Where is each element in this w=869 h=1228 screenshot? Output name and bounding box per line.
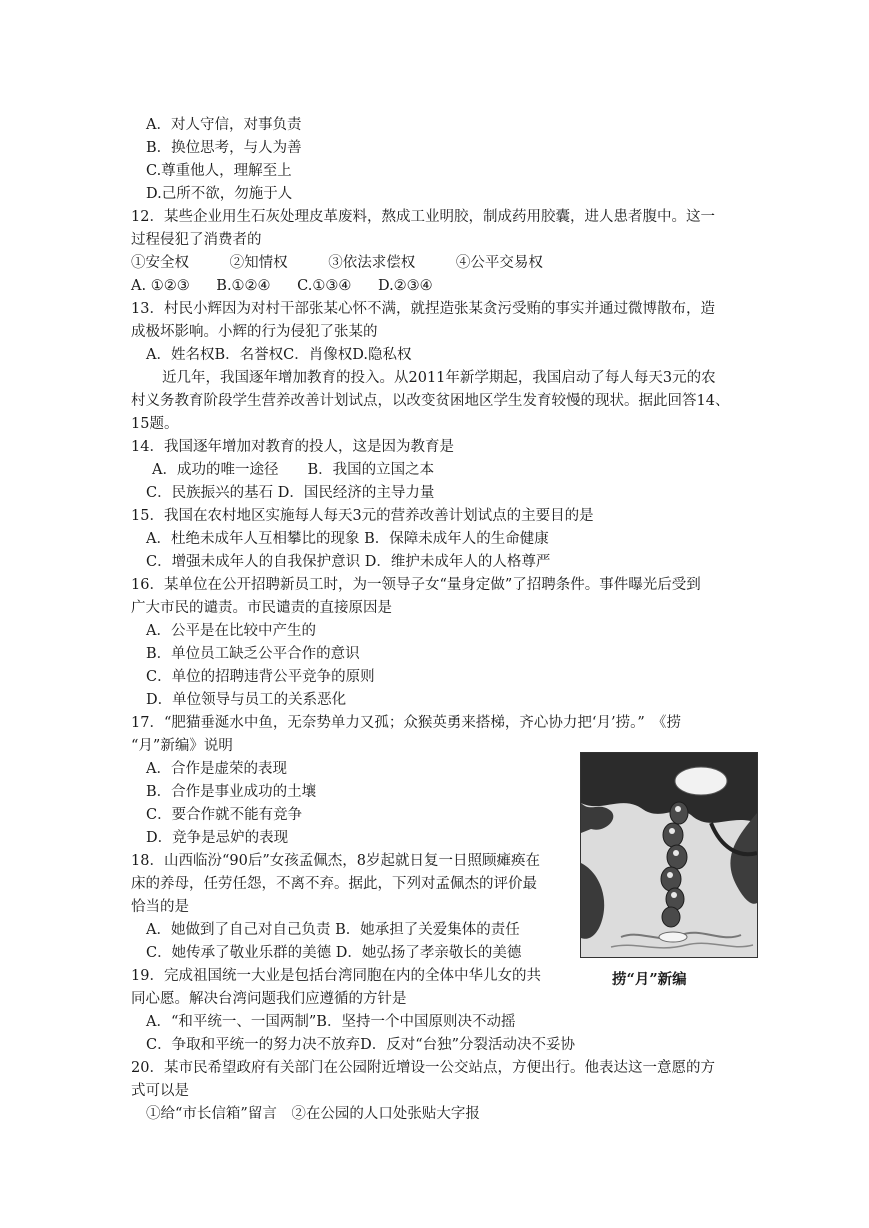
q14-options-row-2: C．民族振兴的基石 D．国民经济的主导力量 [146,485,435,501]
q17-option-b: B．合作是事业成功的土壤 [146,784,317,800]
q12-item-2: ②知情权 [229,255,288,271]
passage-line-1: 近几年，我国逐年增加教育的投入。从2011年新学期起，我国启动了每人每天3元的农 [162,370,716,386]
illustration-caption: 捞“月”新编 [612,971,687,988]
q11-option-d: D.己所不欲，勿施于人 [146,186,293,202]
q16-option-b: B．单位员工缺乏公平合作的意识 [146,646,360,662]
q15-options-row-2: C．增强未成年人的自我保护意识 D．维护未成年人的人格尊严 [146,554,551,570]
q19-stem-line-1: 19．完成祖国统一大业是包括台湾同胞在内的全体中华儿女的共 [131,968,541,984]
q18-options-row-2: C．她传承了敬业乐群的美德 D．她弘扬了孝亲敬长的美德 [146,945,522,961]
q13-options: A．姓名权B．名誉权C．肖像权D.隐私权 [146,347,412,363]
q16-option-c: C．单位的招聘违背公平竞争的原则 [146,669,375,685]
q11-option-b: B．换位思考，与人为善 [146,140,302,156]
q17-stem-line-1: 17．“肥猫垂涎水中鱼，无奈势单力又孤；众猴英勇来搭梯，齐心协力把‘月’捞。” 《捞 [131,715,681,731]
q19-stem-line-2: 同心愿。解决台湾问题我们应遵循的方针是 [131,991,407,1007]
q11-option-a: A．对人守信，对事负责 [146,117,302,133]
q14-options-row-1: A．成功的唯一途径 B．我国的立国之本 [152,462,435,478]
q18-stem-line-1: 18．山西临汾“90后”女孩孟佩杰，8岁起就日复一日照顾瘫痪在 [131,853,540,869]
q16-option-a: A．公平是在比较中产生的 [146,623,316,639]
passage-line-3: 15题。 [131,416,179,432]
q12-options [131,276,433,296]
q20-items: ①给“市长信箱”留言 ②在公园的人口处张贴大字报 [146,1106,480,1122]
q12-item-4: ④公平交易权 [455,255,543,271]
q13-stem-line-1: 13．村民小辉因为对村干部张某心怀不满，就捏造张某贪污受贿的事实并通过微博散布，造 [131,301,715,317]
q19-options-row-2: C．争取和平统一的努力决不放弃D．反对“台独”分裂活动决不妥协 [146,1037,576,1053]
q19-options-row-1: A．“和平统一、一国两制”B．坚持一个中国原则决不动摇 [146,1014,516,1030]
q12-option-a: A. ①②③ [131,278,190,294]
q15-options-row-1: A．杜绝未成年人互相攀比的现象 B．保障未成年人的生命健康 [146,531,549,547]
q16-option-d: D．单位领导与员工的关系恶化 [146,692,347,708]
q11-option-c: C.尊重他人，理解至上 [146,163,292,179]
q12-stem-line-2: 过程侵犯了消费者的 [131,232,262,248]
q12-option-c: C.①③④ [297,278,352,294]
q17-option-a: A．合作是虚荣的表现 [146,761,287,777]
q12-item-1: ①安全权 [131,255,189,271]
q12-option-d: D.②③④ [377,278,433,294]
q13-stem-line-2: 成极坏影响。小辉的行为侵犯了张某的 [131,324,378,340]
q20-stem-line-2: 式可以是 [131,1083,189,1099]
q17-stem-line-2: “月”新编》说明 [131,738,233,754]
passage-line-2: 村义务教育阶段学生营养改善计划试点，以改变贫困地区学生发育较慢的现状。据此回答14、 [131,393,730,409]
q16-stem-line-1: 16．某单位在公开招聘新员工时，为一领导子女“量身定做”了招聘条件。事件曝光后受到 [131,577,701,593]
q20-stem-line-1: 20．某市民希望政府有关部门在公园附近增设一公交站点，方便出行。他表达这一意愿的方 [131,1060,715,1076]
q12-item-3: ③依法求偿权 [328,255,416,271]
q18-stem-line-2: 床的养母，任劳任怨，不离不弃。据此，下列对孟佩杰的评价最 [131,876,537,892]
q16-stem-line-2: 广大市民的谴责。市民谴责的直接原因是 [131,600,392,616]
q14-stem: 14．我国逐年增加对教育的投人，这是因为教育是 [131,439,454,455]
q17-option-c: C．要合作就不能有竞争 [146,807,303,823]
q15-stem: 15．我国在农村地区实施每人每天3元的营养改善计划试点的主要目的是 [131,508,594,524]
monkeys-catch-moon-illustration [580,752,758,958]
q12-stem-line-1: 12．某些企业用生石灰处理皮革废料，熬成工业明胶，制成药用胶囊，进人患者腹中。这一 [131,209,715,225]
q18-options-row-1: A．她做到了自己对自己负责 B．她承担了关爱集体的责任 [146,922,520,938]
q17-option-d: D．竞争是忌妒的表现 [146,830,289,846]
illustration-drawing [581,753,757,957]
q12-items [131,253,543,273]
q12-option-b: B.①②④ [216,278,271,294]
q18-stem-line-3: 恰当的是 [131,899,189,915]
